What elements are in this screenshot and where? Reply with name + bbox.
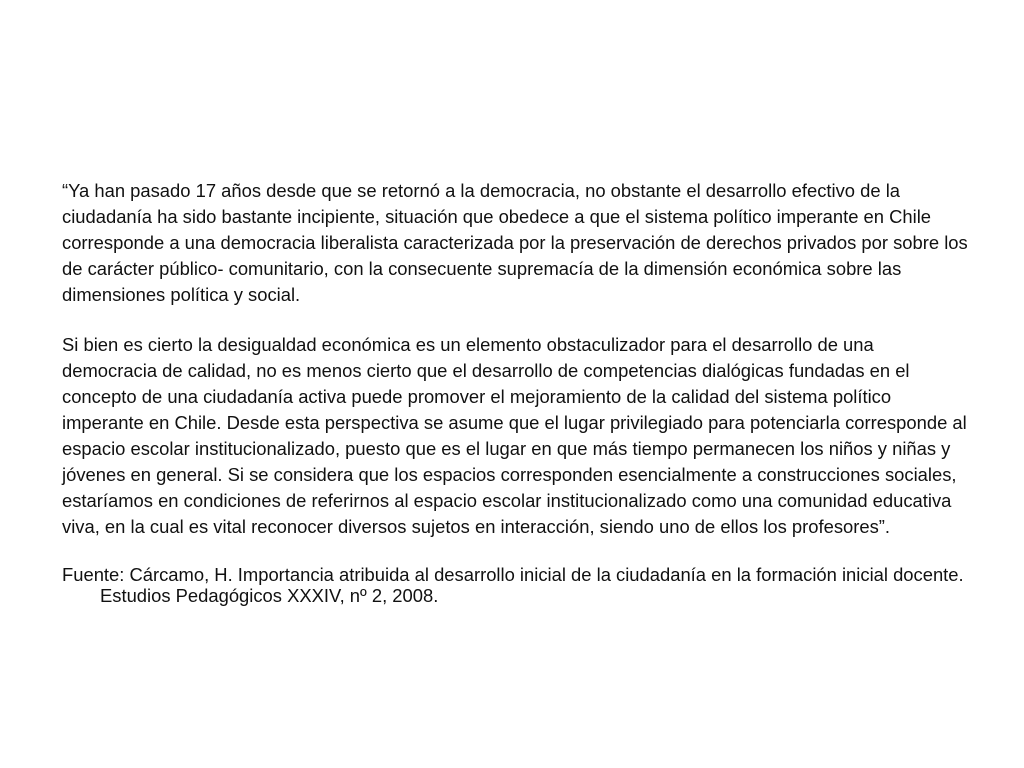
slide-text-body xyxy=(62,178,972,606)
paragraph-gap xyxy=(62,308,972,332)
source-citation: Fuente: Cárcamo, H. Importancia atribuida al desarrollo inicial de la ciudadanía en la formación inicial docente. Estudios Pedagógicos XXXIV, nº 2, 2008. xyxy=(62,564,964,606)
quote-paragraph-1: “Ya han pasado 17 años desde que se retornó a la democracia, no obstante el desarrollo efectivo de la ciudadanía ha sido bastante incipiente, situación que obedece a que el sistema político imperante en Chile corresponde a una democracia liberalista caracterizada por la preservación de derechos privados por sobre los de carácter público- comunitario, con la consecuente supremacía de la dimensión económica sobre las dimensiones política y social. xyxy=(62,180,968,305)
quote-paragraph-2: Si bien es cierto la desigualdad económica es un elemento obstaculizador para el desarrollo de una democracia de calidad, no es menos cierto que el desarrollo de competencias dialógicas fundadas en el concepto de una ciudadanía activa puede promover el mejoramiento de la calidad del sistema político imperante en Chile. Desde esta perspectiva se asume que el lugar privilegiado para potenciarla corresponde al espacio escolar institucionalizado, puesto que es el lugar en que más tiempo permanecen los niños y niñas y jóvenes en general. Si se considera que los espacios corresponden esencialmente a construcciones sociales, estaríamos en condiciones de referirnos al espacio escolar institucionalizado como una comunidad educativa viva, en la cual es vital reconocer diversos sujetos en interacción, siendo uno de ellos los profesores”. xyxy=(62,334,967,537)
paragraph-gap xyxy=(62,540,972,564)
